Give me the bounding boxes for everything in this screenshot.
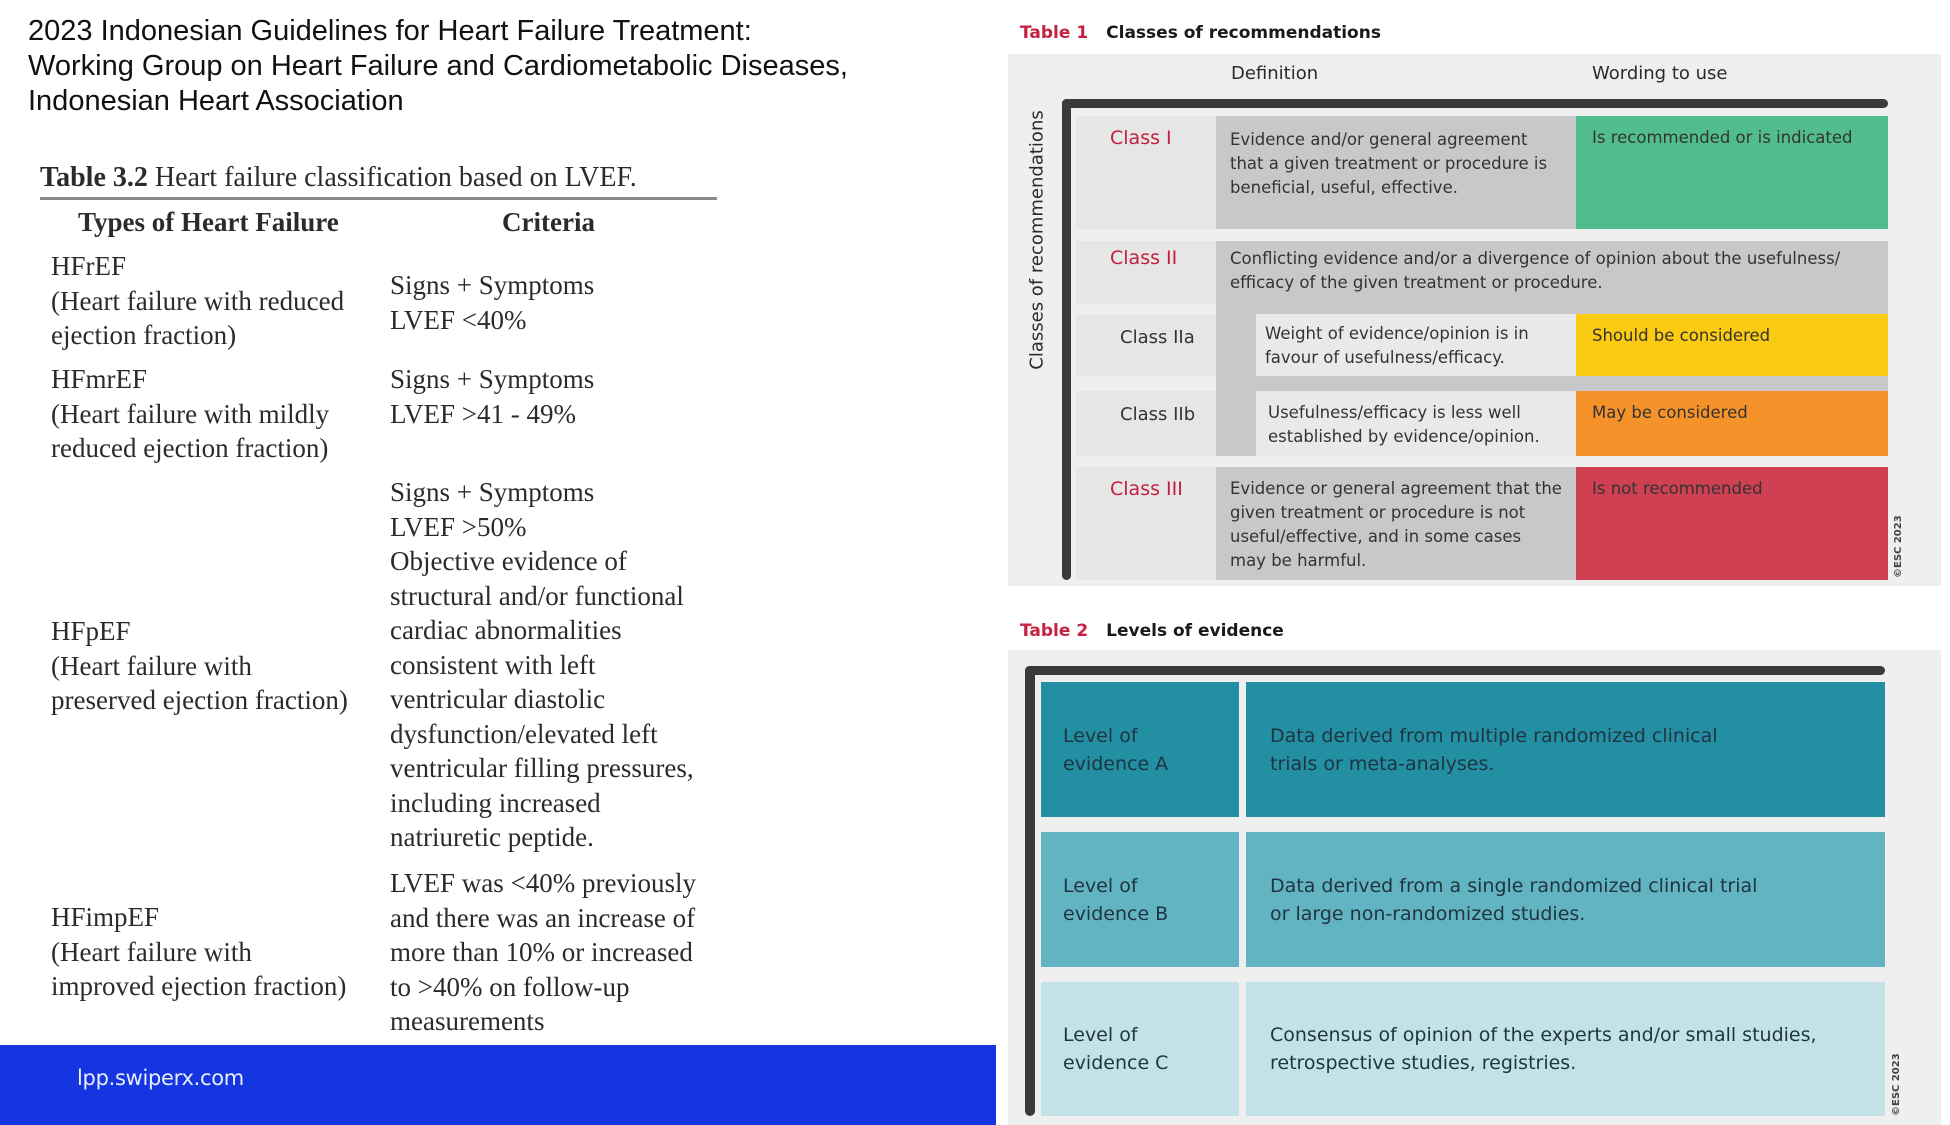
criteria-line: Signs + Symptoms <box>390 364 595 394</box>
table-1-heading <box>1020 23 1381 43</box>
footer-url-link[interactable]: lpp.swiperx.com <box>77 1066 244 1090</box>
criteria-hfref <box>390 268 594 337</box>
slide-title-line: Working Group on Heart Failure and Cardiometabolic Diseases, <box>28 50 848 82</box>
table-2-copyright: ©ESC 2023 <box>1891 1053 1902 1116</box>
header-types: Types of Heart Failure <box>78 207 339 237</box>
criteria-line: LVEF >41 - 49% <box>390 398 576 429</box>
class-2b-label: Class IIb <box>1120 404 1196 425</box>
level-a-description <box>1246 682 1885 817</box>
classes-vertical-label-text: Classes of recommendations <box>1026 110 1048 370</box>
table-3-2-number: Table 3.2 <box>40 162 148 193</box>
criteria-hfmref <box>390 362 594 431</box>
criteria-line: Objective evidence of <box>390 546 627 576</box>
criteria-hfpef <box>390 475 694 855</box>
class-3-label: Class III <box>1110 478 1183 500</box>
level-b-label-text: Level of evidence B <box>1063 874 1169 925</box>
criteria-hfimpef <box>390 866 696 1039</box>
table-2-side-bar <box>1025 666 1035 1116</box>
slide-title <box>28 14 928 119</box>
hf-type-hfpef <box>51 614 348 718</box>
table-1-top-bar <box>1062 99 1888 108</box>
class-1-label: Class I <box>1110 127 1172 149</box>
hf-type-hfref <box>51 249 344 353</box>
criteria-line: to >40% on follow-up <box>390 971 630 1002</box>
hf-type-line: (Heart failure with reduced <box>51 285 345 316</box>
criteria-line: LVEF <40% <box>390 304 527 335</box>
header-wording: Wording to use <box>1592 63 1728 84</box>
table-3-2-caption <box>40 162 637 194</box>
level-b-description-text: Data derived from a single randomized clinical trial or large non-randomized studies. <box>1270 874 1758 925</box>
level-c-label-text: Level of evidence C <box>1063 1024 1169 1074</box>
hf-type-line: (Heart failure with <box>51 936 252 967</box>
table-2-heading <box>1020 621 1284 641</box>
level-a-label <box>1041 682 1239 817</box>
table-1-number: Table 1 <box>1020 23 1089 43</box>
hf-type-line: improved ejection fraction) <box>51 971 347 1001</box>
header-criteria: Criteria <box>502 207 595 237</box>
class-1-wording: Is recommended or is indicated <box>1576 116 1888 229</box>
class-2b-definition: Usefulness/efficacy is less well established by evidence/opinion. <box>1256 391 1576 456</box>
slide-title-line: Indonesian Heart Association <box>28 85 404 117</box>
class-1-definition: Evidence and/or general agreement that a given treatment or procedure is beneficial, useful, effective. <box>1216 116 1576 229</box>
table-1-title: Classes of recommendations <box>1106 23 1381 43</box>
table-3-2-rule <box>40 197 717 200</box>
criteria-line: Signs + Symptoms <box>390 270 595 300</box>
hf-type-line: reduced ejection fraction) <box>51 433 329 463</box>
slide-title-line: 2023 Indonesian Guidelines for Heart Failure Treatment: <box>28 15 752 47</box>
level-b-description <box>1246 832 1885 967</box>
hf-type-hfimpef <box>51 900 346 1004</box>
table-2-top-bar <box>1025 666 1885 675</box>
hf-type-line: HFpEF <box>51 616 131 646</box>
criteria-line: structural and/or functional <box>390 580 684 611</box>
table-2-number: Table 2 <box>1020 621 1089 641</box>
level-c-description-text: Consensus of opinion of the experts and/or small studies, retrospective studies, registries. <box>1270 1024 1817 1074</box>
level-c-label <box>1041 982 1239 1116</box>
hf-type-hfmref <box>51 362 329 466</box>
table-2-title: Levels of evidence <box>1106 621 1284 641</box>
criteria-line: dysfunction/elevated left <box>390 718 658 749</box>
criteria-line: including increased <box>390 787 601 818</box>
criteria-line: LVEF >50% <box>390 511 527 542</box>
classes-vertical-label <box>1022 110 1052 370</box>
criteria-line: natriuretic peptide. <box>390 822 594 852</box>
class-2-label: Class II <box>1110 247 1178 269</box>
table-3-2-title: Heart failure classification based on LVEF. <box>154 162 637 193</box>
header-definition: Definition <box>1231 63 1319 84</box>
level-c-description <box>1246 982 1885 1116</box>
criteria-line: and there was an increase of <box>390 902 696 933</box>
class-2a-definition: Weight of evidence/opinion is in favour of usefulness/efficacy. <box>1256 314 1576 376</box>
class-2a-wording: Should be considered <box>1576 314 1888 376</box>
criteria-line: cardiac abnormalities <box>390 615 622 645</box>
hf-type-line: ejection fraction) <box>51 320 237 350</box>
hf-type-line: HFrEF <box>51 251 127 281</box>
criteria-line: more than 10% or increased <box>390 937 693 967</box>
criteria-line: ventricular filling pressures, <box>390 753 694 783</box>
level-a-description-text: Data derived from multiple randomized clinical trials or meta-analyses. <box>1270 724 1718 775</box>
criteria-line: Signs + Symptoms <box>390 477 595 507</box>
criteria-line: LVEF was <40% previously <box>390 868 696 898</box>
class-3-definition: Evidence or general agreement that the given treatment or procedure is not useful/effective, and in some cases may be harmful. <box>1216 467 1576 580</box>
criteria-line: consistent with left <box>390 649 596 680</box>
criteria-line: ventricular diastolic <box>390 684 606 714</box>
table-1-copyright: ©ESC 2023 <box>1893 515 1904 578</box>
class-2a-label: Class IIa <box>1120 327 1195 348</box>
level-a-label-text: Level of evidence A <box>1063 724 1169 775</box>
hf-type-line: (Heart failure with mildly <box>51 398 330 429</box>
criteria-line: measurements <box>390 1006 545 1036</box>
hf-type-line: (Heart failure with <box>51 650 252 681</box>
hf-type-line: HFmrEF <box>51 364 148 394</box>
hf-type-line: HFimpEF <box>51 902 160 932</box>
class-2-definition: Conflicting evidence and/or a divergence of opinion about the usefulness/ efficacy of the given treatment or procedure. <box>1230 249 1841 292</box>
level-b-label <box>1041 832 1239 967</box>
class-2b-wording: May be considered <box>1576 391 1888 456</box>
class-3-wording: Is not recommended <box>1576 467 1888 580</box>
table-1-side-bar <box>1062 99 1071 580</box>
hf-type-line: preserved ejection fraction) <box>51 685 348 715</box>
